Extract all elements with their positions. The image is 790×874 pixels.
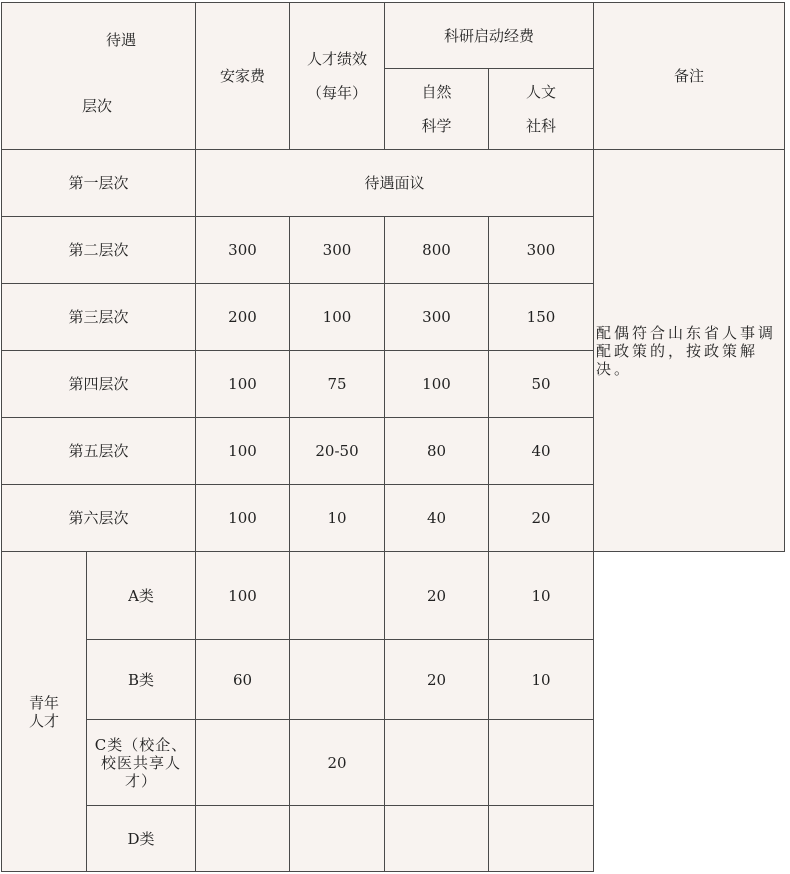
youth-group-line1: 青年 [28, 693, 59, 712]
humanities-header-line1: 人文 [525, 82, 556, 101]
negotiable-cell: 待遇面议 [196, 150, 594, 217]
natural-science-header [385, 69, 489, 150]
youth-category-label: D类 [87, 806, 196, 872]
natural-value [385, 806, 489, 872]
table-row [2, 150, 785, 217]
performance-value [290, 806, 385, 872]
humanities-value: 50 [489, 351, 594, 418]
performance-value: 20 [290, 720, 385, 806]
youth-group-line2: 人才 [28, 711, 59, 730]
housing-value: 100 [196, 351, 290, 418]
performance-header-line1: 人才绩效 [306, 49, 367, 68]
performance-value: 75 [290, 351, 385, 418]
youth-c-line2: 校医共享人 [100, 753, 181, 772]
humanities-value: 40 [489, 418, 594, 485]
natural-header-line1: 自然 [421, 82, 452, 101]
humanities-value: 300 [489, 217, 594, 284]
performance-value: 300 [290, 217, 385, 284]
level-label: 第六层次 [2, 485, 196, 552]
level-label: 第二层次 [2, 217, 196, 284]
level-label: 第五层次 [2, 418, 196, 485]
housing-value: 200 [196, 284, 290, 351]
corner-header-cell [2, 3, 196, 150]
performance-value [290, 552, 385, 640]
youth-talent-group-label [2, 552, 87, 872]
humanities-header-line2: 社科 [525, 117, 556, 136]
remarks-cell: 配偶符合山东省人事调配政策的，按政策解决。 [594, 150, 785, 552]
level-label: 第一层次 [2, 150, 196, 217]
youth-category-label: B类 [87, 640, 196, 720]
corner-bottom-label: 层次 [82, 97, 113, 115]
research-header [385, 3, 594, 69]
performance-value: 10 [290, 485, 385, 552]
natural-value: 800 [385, 217, 489, 284]
level-label: 第三层次 [2, 284, 196, 351]
housing-header-label: 安家费 [219, 67, 265, 85]
housing-value: 100 [196, 418, 290, 485]
natural-value: 20 [385, 552, 489, 640]
talent-benefits-table [1, 2, 785, 872]
blank-cell [594, 552, 785, 872]
humanities-value: 150 [489, 284, 594, 351]
humanities-value [489, 806, 594, 872]
research-header-label: 科研启动经费 [443, 26, 534, 45]
performance-value: 100 [290, 284, 385, 351]
corner-top-label: 待遇 [106, 31, 137, 49]
remarks-header-label: 备注 [673, 67, 704, 85]
housing-value: 60 [196, 640, 290, 720]
performance-header-line2: （每年） [306, 84, 367, 102]
humanities-value [489, 720, 594, 806]
natural-value: 300 [385, 284, 489, 351]
natural-value [385, 720, 489, 806]
humanities-header [489, 69, 594, 150]
performance-header [290, 3, 385, 150]
natural-value: 20 [385, 640, 489, 720]
humanities-value: 10 [489, 552, 594, 640]
housing-value: 100 [196, 552, 290, 640]
housing-value [196, 720, 290, 806]
humanities-value: 10 [489, 640, 594, 720]
youth-c-line3: 才） [124, 771, 157, 790]
youth-category-label: A类 [87, 552, 196, 640]
youth-c-line1: C类（校企、 [94, 735, 188, 754]
table-row [2, 552, 785, 640]
housing-value: 100 [196, 485, 290, 552]
housing-value: 300 [196, 217, 290, 284]
natural-value: 40 [385, 485, 489, 552]
natural-value: 100 [385, 351, 489, 418]
level-label: 第四层次 [2, 351, 196, 418]
natural-header-line2: 科学 [421, 117, 452, 136]
humanities-value: 20 [489, 485, 594, 552]
performance-value [290, 640, 385, 720]
housing-value [196, 806, 290, 872]
youth-category-label [87, 720, 196, 806]
housing-header [196, 3, 290, 150]
performance-value: 20-50 [290, 418, 385, 485]
natural-value: 80 [385, 418, 489, 485]
remarks-header [594, 3, 785, 150]
